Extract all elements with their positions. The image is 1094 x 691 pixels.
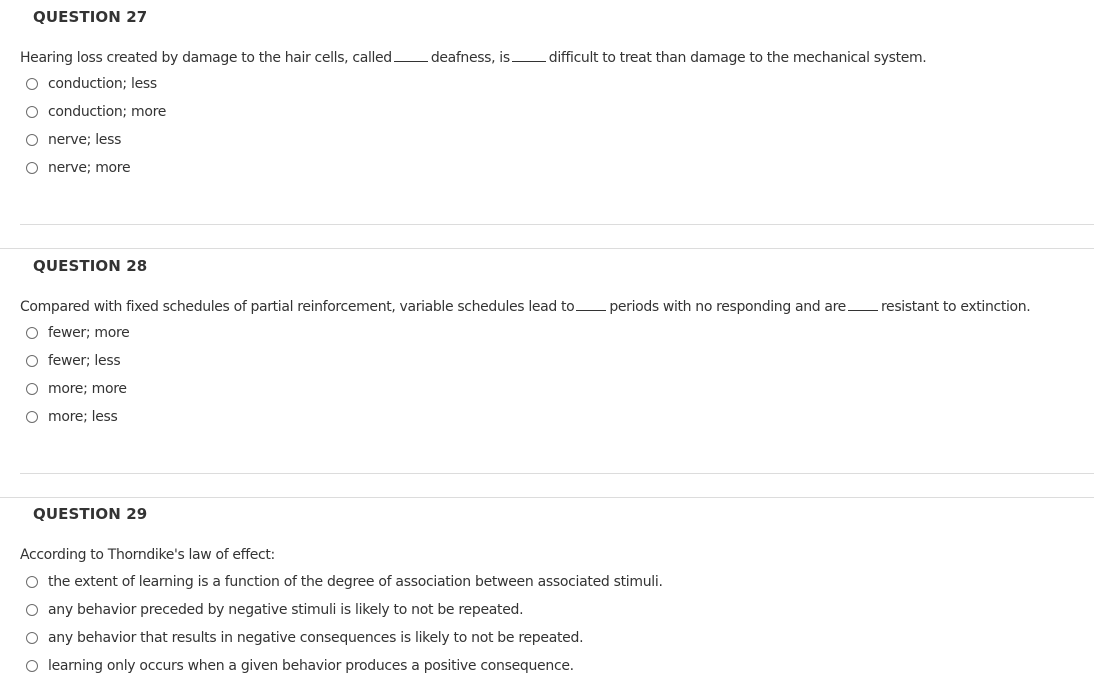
radio-button-icon[interactable] — [26, 78, 38, 90]
radio-button-icon[interactable] — [26, 355, 38, 367]
question-header: QUESTION 29 — [33, 505, 148, 523]
radio-button-icon[interactable] — [26, 106, 38, 118]
option-label[interactable]: the extent of learning is a function of the degree of association between associated stimuli. — [48, 574, 663, 590]
radio-button-icon[interactable] — [26, 134, 38, 146]
question-header: QUESTION 28 — [33, 257, 148, 275]
answer-blank — [512, 51, 546, 62]
question-stem — [20, 547, 275, 563]
radio-button-icon[interactable] — [26, 576, 38, 588]
stem-part: Hearing loss created by damage to the hair cells, called — [20, 50, 392, 66]
answer-option[interactable] — [26, 375, 130, 403]
option-label[interactable]: any behavior preceded by negative stimuli is likely to not be repeated. — [48, 602, 524, 618]
radio-button-icon[interactable] — [26, 162, 38, 174]
divider — [20, 224, 1094, 225]
question-stem — [20, 299, 1030, 315]
answer-option[interactable] — [26, 70, 166, 98]
answer-option[interactable] — [26, 154, 166, 182]
option-label[interactable]: more; more — [48, 381, 127, 397]
radio-button-icon[interactable] — [26, 660, 38, 672]
stem-part: Compared with fixed schedules of partial reinforcement, variable schedules lead to — [20, 299, 575, 315]
answer-blank — [576, 300, 606, 311]
answer-options — [26, 319, 130, 431]
option-label[interactable]: more; less — [48, 409, 118, 425]
stem-part: resistant to extinction. — [880, 299, 1031, 315]
answer-options — [26, 568, 663, 680]
answer-option[interactable] — [26, 98, 166, 126]
stem-part: deafness, is — [430, 50, 510, 66]
stem-part: According to Thorndike's law of effect: — [20, 547, 275, 563]
answer-blank — [848, 300, 878, 311]
answer-blank — [394, 51, 428, 62]
option-label[interactable]: fewer; less — [48, 353, 121, 369]
stem-part: periods with no responding and are — [609, 299, 846, 315]
radio-button-icon[interactable] — [26, 411, 38, 423]
answer-option[interactable] — [26, 652, 663, 680]
answer-options — [26, 70, 166, 182]
stem-part: difficult to treat than damage to the mechanical system. — [548, 50, 927, 66]
option-label[interactable]: nerve; more — [48, 160, 131, 176]
question-header: QUESTION 27 — [33, 8, 148, 26]
option-label[interactable]: any behavior that results in negative consequences is likely to not be repeated. — [48, 630, 584, 646]
answer-option[interactable] — [26, 568, 663, 596]
question-27 — [0, 0, 1094, 248]
answer-option[interactable] — [26, 624, 663, 652]
answer-option[interactable] — [26, 347, 130, 375]
question-29 — [0, 497, 1094, 691]
option-label[interactable]: conduction; less — [48, 76, 157, 92]
question-28 — [0, 249, 1094, 497]
option-label[interactable]: nerve; less — [48, 132, 122, 148]
answer-option[interactable] — [26, 403, 130, 431]
divider — [20, 473, 1094, 474]
option-label[interactable]: conduction; more — [48, 104, 167, 120]
answer-option[interactable] — [26, 319, 130, 347]
option-label[interactable]: learning only occurs when a given behavior produces a positive consequence. — [48, 658, 574, 674]
option-label[interactable]: fewer; more — [48, 325, 130, 341]
radio-button-icon[interactable] — [26, 632, 38, 644]
answer-option[interactable] — [26, 126, 166, 154]
radio-button-icon[interactable] — [26, 383, 38, 395]
question-stem — [20, 50, 926, 66]
radio-button-icon[interactable] — [26, 327, 38, 339]
answer-option[interactable] — [26, 596, 663, 624]
radio-button-icon[interactable] — [26, 604, 38, 616]
